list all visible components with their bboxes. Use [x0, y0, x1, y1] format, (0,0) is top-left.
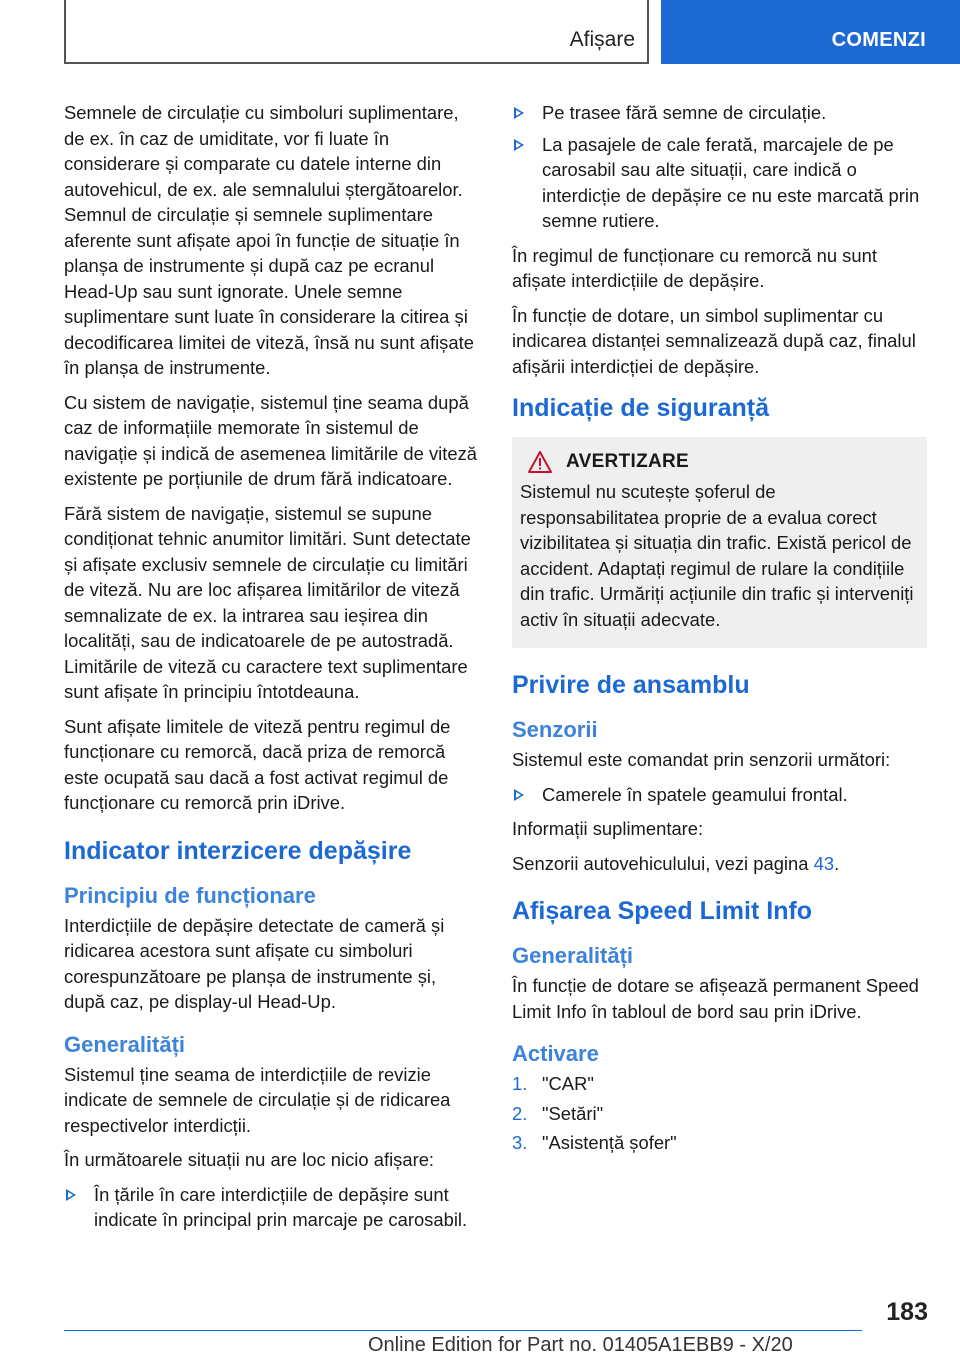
paragraph: Sistemul ține seama de interdicțiile de revizie indicate de semnele de circulație și de ridicarea respectivelor interdicții. — [64, 1063, 451, 1136]
section-heading-indicator: Indicator interzicere depășire — [64, 836, 412, 865]
triangle-bullet-icon — [66, 1189, 76, 1201]
bullet-list — [64, 1182, 479, 1233]
paragraph: Semnele de circulație cu simboluri suplimentare, de ex. în caz de umiditate, vor fi luate în considerare și comparate cu datele interne din autovehicul, de ex. ale semnalului ștergătoarelor. Semnul de circulație și semnele suplimentare aferente sunt afișate apoi în funcție de situație în planșa de instrumente și după caz pe ecranul Head-Up sau sunt ignorate. Unele semne suplimentare sunt luate în considerare la citirea și decodificarea limitei de viteză, însă nu sunt afișate în planșa de instrumente. — [64, 102, 474, 378]
subheading-principiu: Principiu de funcționare — [64, 882, 316, 908]
paragraph: În următoarele situații nu are loc nicio afișare: — [64, 1149, 435, 1170]
list-item — [512, 782, 927, 808]
bullet-list — [512, 100, 927, 234]
list-item-text: Camerele în spatele geamului frontal. — [542, 783, 848, 805]
warning-text: Sistemul nu scutește șoferul de responsabilitatea proprie de a evalua corect vizibilitatea și situația din trafic. Există pericol de accident. Adaptați regimul de rulare la condițiile din trafic. Urmăriți acțiunile din trafic și interveniți activ în situații adecvate. — [520, 481, 914, 630]
header-section-title: Afișare — [569, 28, 635, 51]
step-number: 3. — [512, 1132, 528, 1153]
list-item-text: În țările în care interdicțiile de depășire sunt indicate în principal prin marcaje pe carosabil. — [94, 1183, 468, 1230]
bullet-list — [512, 782, 927, 808]
step-text: "Setări" — [542, 1102, 604, 1124]
list-item-text: Pe trasee fără semne de circulație. — [542, 102, 827, 123]
step-number: 1. — [512, 1073, 528, 1094]
subheading-generalitati: Generalități — [64, 1031, 186, 1057]
step-number: 2. — [512, 1102, 528, 1124]
subheading-activare: Activare — [512, 1041, 599, 1066]
numbered-steps — [512, 1071, 927, 1156]
subheading-generalitati: Generalități — [512, 943, 634, 968]
warning-box — [512, 437, 927, 648]
footer-edition: Online Edition for Part no. 01405A1EBB9 - X/20 — [368, 1334, 793, 1356]
footer-divider — [64, 1330, 862, 1331]
section-heading-privire: Privire de ansamblu — [512, 671, 750, 699]
subheading-senzorii: Senzorii — [512, 717, 598, 742]
list-item — [512, 1071, 927, 1097]
paragraph: Cu sistem de navigație, sistemul ține seama după caz de informațiile memorate în sistemul de navigație și indică de asemenea limitările de viteză existente pe porțiunile de drum fără indicatoare. — [64, 391, 477, 489]
section-heading-afisarea: Afișarea Speed Limit Info — [512, 897, 813, 925]
paragraph-text: . — [834, 852, 840, 874]
page-link[interactable]: 43 — [813, 852, 835, 874]
list-item — [512, 100, 927, 126]
warning-title: AVERTIZARE — [566, 451, 689, 472]
warning-header — [520, 451, 919, 473]
header-chapter-title: COMENZI — [831, 29, 926, 51]
list-item-text: La pasajele de cale ferată, marcajele de pe carosabil sau alte situații, care indică o interdicție de depășire ce nu este marcată prin semne rutiere. — [542, 133, 920, 231]
triangle-bullet-icon — [514, 139, 524, 151]
section-heading-siguranta: Indicație de siguranță — [512, 394, 770, 422]
list-item — [512, 1101, 927, 1127]
paragraph: În regimul de funcționare cu remorcă nu sunt afișate interdicțiile de depășire. — [512, 244, 877, 291]
list-item — [512, 1130, 927, 1156]
step-text: "Asistență șofer" — [542, 1132, 677, 1153]
paragraph: În funcție de dotare se afișează permanent Speed Limit Info în tabloul de bord sau prin iDrive. — [512, 975, 919, 1022]
paragraph: Fără sistem de navigație, sistemul se supune condiționat tehnic anumitor limitări. Sunt detectate și afișate exclusiv semnele de circulație cu limitări de viteză. Nu are loc afișarea limitărilor de viteză semnalizate de ex. la intrarea sau ieșirea din localități, sau de indicatoarele de pe autostradă. Limitările de viteză cu caractere text suplimentare sunt afișate în principiu întotdeauna. — [64, 502, 471, 702]
paragraph: În funcție de dotare, un simbol suplimentar cu indicarea distanței semnalizează după caz, finalul afișării interdicției de depășire. — [512, 304, 916, 377]
warning-triangle-icon — [528, 451, 552, 473]
paragraph: Informații suplimentare: — [512, 818, 704, 839]
paragraph: Interdicțiile de depășire detectate de cameră și ridicarea acestora sunt afișate cu simboluri corespunzătoare pe planșa de instrumente și, după caz, pe display-ul Head-Up. — [64, 914, 445, 1012]
right-column — [512, 100, 927, 1160]
list-item — [64, 1182, 479, 1233]
triangle-bullet-icon — [514, 107, 524, 119]
paragraph-text: Senzorii autovehiculului, vezi pagina — [512, 852, 814, 874]
page-number: 183 — [886, 1298, 928, 1326]
list-item — [512, 132, 927, 234]
paragraph: Sunt afișate limitele de viteză pentru regimul de funcționare cu remorcă, dacă priza de remorcă este ocupată sau dacă a fost activat regimul de funcționare cu remorcă prin iDrive. — [64, 715, 451, 813]
paragraph-with-link — [512, 851, 927, 877]
paragraph: Sistemul este comandat prin senzorii următori: — [512, 749, 891, 770]
header-section-box — [64, 0, 649, 64]
left-column — [64, 100, 479, 1242]
triangle-bullet-icon — [514, 789, 524, 801]
step-text: "CAR" — [542, 1073, 594, 1094]
header-chapter-tab — [661, 0, 960, 64]
